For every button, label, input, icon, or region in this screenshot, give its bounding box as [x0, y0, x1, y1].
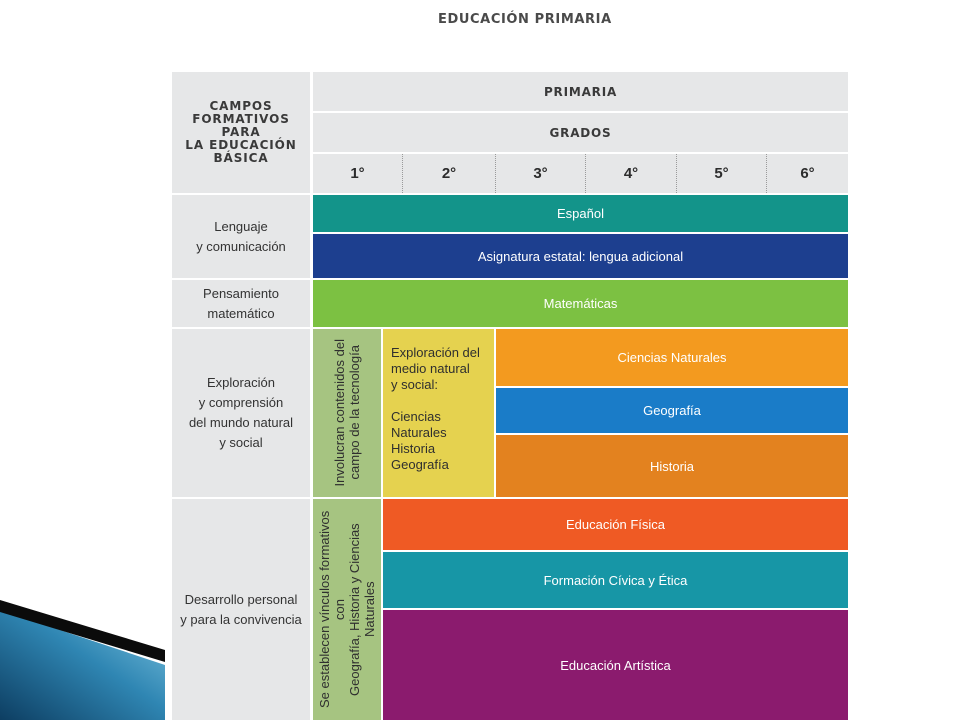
- campo-pensamiento: [172, 280, 310, 327]
- grade-label: 6°: [800, 165, 815, 182]
- exploracion-medio-label: Exploración del medio natural y social: Ciencias Naturales Historia Geografía: [391, 345, 480, 472]
- subject-educacion-artistica: [383, 610, 848, 720]
- vinculos-note-label: Se establecen vínculos formativos con Geografía, Historia y Ciencias Naturales: [317, 510, 377, 709]
- campos-header-label: CAMPOS FORMATIVOS PARA LA EDUCACIÓN BÁSICA: [185, 99, 297, 165]
- subject-educacion-fisica: [383, 499, 848, 550]
- primaria-header-label: PRIMARIA: [543, 84, 618, 99]
- subject-formacion-civica-label: Formación Cívica y Ética: [543, 572, 688, 588]
- grade-cell-4: [586, 154, 677, 193]
- subject-formacion-civica: [383, 552, 848, 608]
- subject-matematicas: [313, 280, 848, 327]
- grade-cell-5: [677, 154, 767, 193]
- grade-label: 1°: [350, 165, 365, 182]
- campo-lenguaje: [172, 195, 310, 278]
- vinculos-note: [313, 499, 381, 720]
- grade-cell-6: [767, 154, 848, 193]
- campo-exploracion: [172, 329, 310, 497]
- subject-espanol-label: Español: [557, 206, 604, 221]
- page-title: EDUCACIÓN PRIMARIA: [438, 12, 612, 27]
- grade-label: 4°: [623, 165, 639, 182]
- subject-ciencias-naturales-label: Ciencias Naturales: [617, 350, 727, 365]
- exploracion-medio-note: [383, 329, 494, 497]
- tecnologia-note: [313, 329, 381, 497]
- campo-pensamiento-label: Pensamiento matemático: [203, 285, 279, 321]
- campo-exploracion-label: Exploración y comprensión del mundo natural y social: [188, 375, 294, 450]
- primaria-header-cell: [313, 72, 848, 111]
- grade-cell-1: [313, 154, 403, 193]
- campos-header-cell: [172, 72, 310, 193]
- subject-matematicas-label: Matemáticas: [543, 296, 618, 311]
- grados-header-label: GRADOS: [549, 125, 612, 140]
- campo-desarrollo-label: Desarrollo personal y para la convivencia: [180, 591, 302, 627]
- grade-cell-2: [403, 154, 496, 193]
- subject-lengua-adicional: [313, 234, 848, 278]
- subject-espanol: [313, 195, 848, 232]
- subject-historia-label: Historia: [649, 458, 695, 474]
- subject-educacion-fisica-label: Educación Física: [566, 517, 665, 532]
- subject-geografia: [496, 388, 848, 433]
- campo-lenguaje-label: Lenguaje y comunicación: [196, 218, 286, 254]
- grade-label: 3°: [533, 165, 548, 182]
- grados-header-cell: [313, 113, 848, 152]
- campo-desarrollo: [172, 499, 310, 720]
- subject-geografia-label: Geografía: [643, 403, 701, 418]
- subject-educacion-artistica-label: Educación Artística: [560, 657, 671, 673]
- subject-historia: [496, 435, 848, 497]
- grade-cell-3: [496, 154, 586, 193]
- tecnologia-note-label: Involucran contenidos del campo de la tecnología: [332, 339, 362, 487]
- grade-label: 2°: [441, 165, 457, 182]
- grade-label: 5°: [714, 165, 729, 182]
- subject-lengua-adicional-label: Asignatura estatal: lengua adicional: [477, 248, 684, 264]
- subject-ciencias-naturales: [496, 329, 848, 386]
